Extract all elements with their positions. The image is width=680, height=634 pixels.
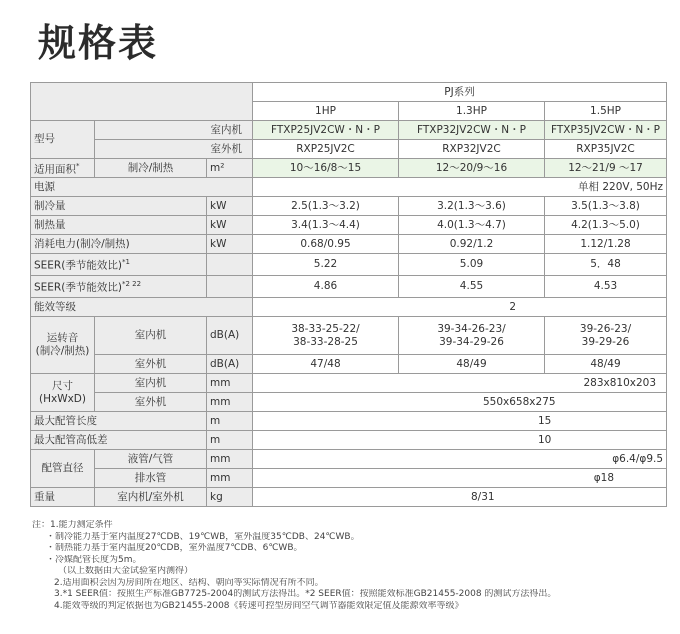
page-title: 规格表 — [38, 21, 159, 65]
outdoor-model-1: RXP25JV2C — [253, 140, 399, 159]
note-line: 4.能效等级的判定依据也为GB21455-2008《转速可控型房间空气调节器能效限定值及能源效率等级》 — [54, 600, 464, 611]
hp-2: 1.3HP — [399, 102, 545, 121]
note-line: 注：1.能力测定条件 — [32, 520, 113, 530]
max-height-diff-value: 10 — [253, 431, 667, 450]
table-row — [31, 488, 667, 507]
area-3: 12～21/9 ～17 — [545, 159, 667, 178]
size-indoor-value: 283x810x203 — [253, 374, 667, 393]
size-outdoor-label: 室外机 — [95, 393, 207, 412]
weight-sub-label: 室内机/室外机 — [95, 488, 207, 507]
noise-outdoor-label: 室外机 — [95, 355, 207, 374]
seer2-3: 4.53 — [545, 276, 667, 298]
outdoor-model-2: RXP32JV2C — [399, 140, 545, 159]
table-row — [31, 254, 667, 276]
seer2-2: 4.55 — [399, 276, 545, 298]
area-label-text: 适用面积 — [34, 163, 76, 176]
seer2-label — [31, 276, 207, 298]
table-row — [31, 298, 667, 317]
power-consumption-label: 消耗电力(制冷/制热) — [31, 235, 207, 254]
power-source-value: 单相 220V, 50Hz — [253, 178, 667, 197]
seer1-sup: *1 — [121, 258, 130, 267]
area-unit: m² — [207, 159, 253, 178]
heating-3: 4.2(1.3～5.0) — [545, 216, 667, 235]
indoor-model-2: FTXP32JV2CW・N・P — [399, 121, 545, 140]
table-row — [31, 235, 667, 254]
max-height-diff-unit: m — [207, 431, 253, 450]
heating-2: 4.0(1.3～4.7) — [399, 216, 545, 235]
seer1-2: 5.09 — [399, 254, 545, 276]
table-row — [31, 276, 667, 298]
size-outdoor-value: 550x658x275 — [253, 393, 667, 412]
indoor-unit-label: 室内机 — [95, 121, 253, 140]
noise-indoor-2: 39-34-26-23/ 39-34-29-26 — [399, 317, 545, 355]
heating-unit: kW — [207, 216, 253, 235]
noise-outdoor-2: 48/49 — [399, 355, 545, 374]
outdoor-model-3: RXP35JV2C — [545, 140, 667, 159]
table-row — [31, 178, 667, 197]
max-pipe-length-label: 最大配管长度 — [31, 412, 207, 431]
spec-table — [30, 82, 667, 507]
efficiency-value: 2 — [253, 298, 667, 317]
seer2-label-text: SEER(季节能效比) — [34, 281, 122, 294]
notes — [32, 520, 662, 612]
weight-unit: kg — [207, 488, 253, 507]
liquid-gas-unit: mm — [207, 450, 253, 469]
liquid-gas-label: 液管/气管 — [95, 450, 207, 469]
drain-unit: mm — [207, 469, 253, 488]
table-row — [31, 450, 667, 469]
seer1-1: 5.22 — [253, 254, 399, 276]
note-line: ・冷媒配管长度为5m。 — [46, 554, 142, 565]
series-name: PJ系列 — [253, 83, 667, 102]
weight-label: 重量 — [31, 488, 95, 507]
area-sup: * — [76, 161, 80, 170]
indoor-model-3: FTXP35JV2CW・N・P — [545, 121, 667, 140]
drain-value: φ18 — [253, 469, 667, 488]
seer2-unit-blank — [207, 276, 253, 298]
power-2: 0.92/1.2 — [399, 235, 545, 254]
hp-3: 1.5HP — [545, 102, 667, 121]
area-2: 12～20/9～16 — [399, 159, 545, 178]
size-outdoor-unit: mm — [207, 393, 253, 412]
seer2-sup: *2 22 — [121, 280, 142, 289]
cooling-label: 制冷量 — [31, 197, 207, 216]
noise-indoor-unit: dB(A) — [207, 317, 253, 355]
power-consumption-unit: kW — [207, 235, 253, 254]
seer1-label — [31, 254, 207, 276]
heating-label: 制热量 — [31, 216, 207, 235]
weight-value: 8/31 — [253, 488, 667, 507]
noise-indoor-1: 38-33-25-22/ 38-33-28-25 — [253, 317, 399, 355]
table-row — [31, 216, 667, 235]
cooling-unit: kW — [207, 197, 253, 216]
note-line: 2.适用面积会因为房间所在地区、结构、朝向等实际情况有所不同。 — [54, 577, 324, 588]
noise-outdoor-unit: dB(A) — [207, 355, 253, 374]
seer1-3: 5．48 — [545, 254, 667, 276]
heating-1: 3.4(1.3～4.4) — [253, 216, 399, 235]
size-label: 尺寸 (HxWxD) — [31, 374, 95, 412]
table-row — [31, 431, 667, 450]
area-1: 10～16/8～15 — [253, 159, 399, 178]
table-row — [31, 355, 667, 374]
power-1: 0.68/0.95 — [253, 235, 399, 254]
note-line: ・制冷能力基于室内温度27℃DB、19℃WB，室外温度35℃DB、24℃WB。 — [46, 531, 360, 542]
outdoor-unit-label: 室外机 — [95, 140, 253, 159]
cooling-3: 3.5(1.3～3.8) — [545, 197, 667, 216]
area-label — [31, 159, 95, 178]
hp-1: 1HP — [253, 102, 399, 121]
model-label: 型号 — [31, 121, 95, 159]
table-row — [31, 412, 667, 431]
cooling-2: 3.2(1.3～3.6) — [399, 197, 545, 216]
note-line: （以上数据由大金试验室内测得） — [58, 566, 194, 576]
cooling-1: 2.5(1.3～3.2) — [253, 197, 399, 216]
liquid-gas-value: φ6.4/φ9.5 — [253, 450, 667, 469]
power-source-label: 电源 — [31, 178, 253, 197]
table-row — [31, 317, 667, 355]
table-row — [31, 393, 667, 412]
drain-label: 排水管 — [95, 469, 207, 488]
table-row — [31, 121, 667, 140]
note-line: 3.*1 SEER值：按照生产标准GB7725-2004的测试方法得出。*2 SEER值：按照能效标准GB21455-2008 的测试方法得出。 — [54, 589, 557, 599]
max-height-diff-label: 最大配管高低差 — [31, 431, 207, 450]
pipe-diameter-label: 配管直径 — [31, 450, 95, 488]
size-indoor-unit: mm — [207, 374, 253, 393]
header-blank — [31, 83, 253, 121]
cool-heat-label: 制冷/制热 — [95, 159, 207, 178]
max-pipe-length-value: 15 — [253, 412, 667, 431]
noise-indoor-label: 室内机 — [95, 317, 207, 355]
noise-outdoor-1: 47/48 — [253, 355, 399, 374]
noise-outdoor-3: 48/49 — [545, 355, 667, 374]
table-row — [31, 159, 667, 178]
table-row — [31, 197, 667, 216]
seer1-label-text: SEER(季节能效比) — [34, 259, 122, 272]
indoor-model-1: FTXP25JV2CW・N・P — [253, 121, 399, 140]
table-row — [31, 83, 667, 102]
power-3: 1.12/1.28 — [545, 235, 667, 254]
seer1-unit-blank — [207, 254, 253, 276]
table-row — [31, 140, 667, 159]
table-row — [31, 469, 667, 488]
note-line: ・制热能力基于室内温度20℃DB，室外温度7℃DB、6℃WB。 — [46, 543, 303, 553]
noise-label: 运转音 (制冷/制热) — [31, 317, 95, 374]
table-row — [31, 374, 667, 393]
noise-indoor-3: 39-26-23/ 39-29-26 — [545, 317, 667, 355]
efficiency-label: 能效等级 — [31, 298, 253, 317]
size-indoor-label: 室内机 — [95, 374, 207, 393]
max-pipe-length-unit: m — [207, 412, 253, 431]
seer2-1: 4.86 — [253, 276, 399, 298]
